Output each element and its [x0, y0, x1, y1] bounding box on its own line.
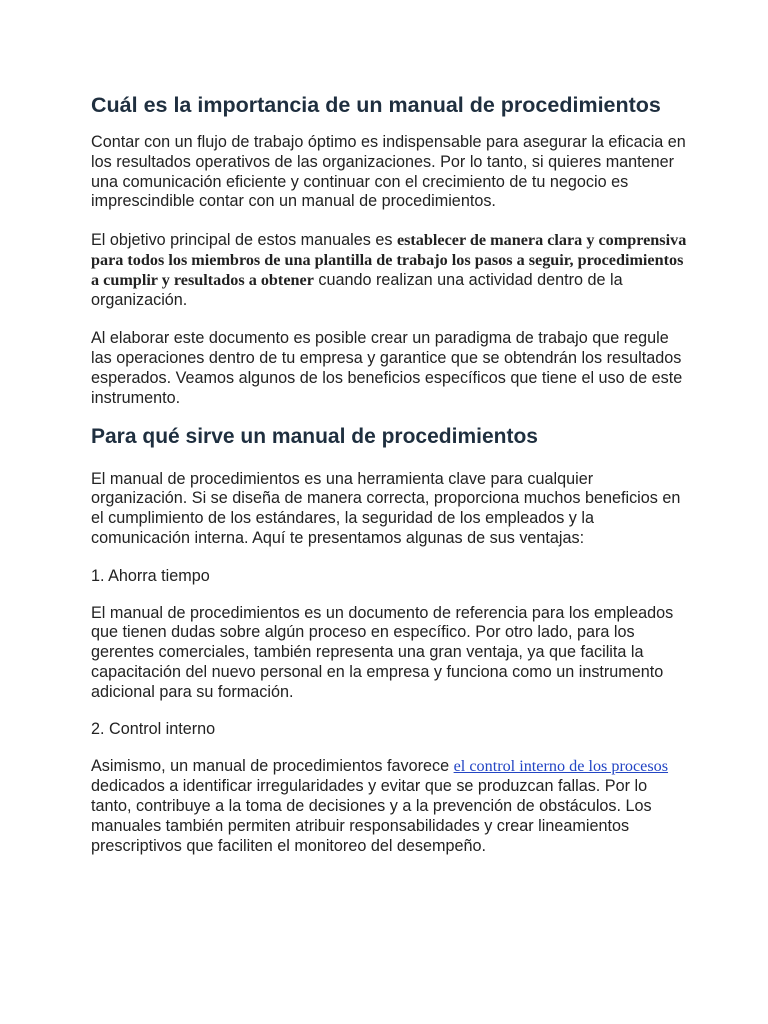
page-title: Cuál es la importancia de un manual de procedimientos [91, 93, 661, 117]
section-intro-paragraph: El manual de procedimientos es una herramienta clave para cualquier organización. Si se diseña de manera correcta, proporciona muchos beneficios en el cumplimiento de los estándares, la seguridad de los empleados y la comunicación interna. Aquí te presentamos algunas de sus ventajas: [91, 469, 681, 547]
benefit-1-title: 1. Ahorra tiempo [91, 566, 210, 585]
benefit-2-suffix: dedicados a identificar irregularidades y evitar que se produzcan fallas. Por lo tanto, contribuye a la toma de decisiones y a la prevención de obstáculos. Los manuales también permiten atribuir responsabilidades y crear lineamientos prescriptivos que faciliten el monitoreo del desempeño. [91, 777, 652, 855]
paradigm-paragraph: Al elaborar este documento es posible crear un paradigma de trabajo que regule las operaciones dentro de tu empresa y garantice que se obtendrán los resultados esperados. Veamos algunos de los beneficios específicos que tiene el uso de este instrumento. [91, 329, 683, 407]
objective-prefix: El objetivo principal de estos manuales es [91, 231, 397, 250]
objective-bold-text: establecer de manera clara y comprensiva para todos los miembros de una plantilla de trabajo los pasos a seguir, procedimientos a cumplir y resultados a obtener [91, 231, 687, 289]
objective-suffix: cuando realizan una actividad dentro de la organización. [91, 270, 623, 309]
objective-paragraph [91, 231, 691, 310]
benefit-2-paragraph [91, 757, 691, 856]
control-interno-link[interactable]: el control interno de los procesos [453, 757, 669, 776]
document-page [91, 92, 691, 856]
section-heading: Para qué sirve un manual de procedimientos [91, 424, 538, 448]
benefit-2-prefix: Asimismo, un manual de procedimientos favorece [91, 757, 454, 776]
intro-paragraph: Contar con un flujo de trabajo óptimo es indispensable para asegurar la eficacia en los resultados operativos de las organizaciones. Por lo tanto, si quieres mantener una comunicación eficiente y continuar con el crecimiento de tu negocio es imprescindible contar con un manual de procedimientos. [91, 133, 686, 211]
benefit-2-title: 2. Control interno [91, 719, 216, 738]
benefit-1-paragraph: El manual de procedimientos es un documento de referencia para los empleados que tienen dudas sobre algún proceso en específico. Por otro lado, para los gerentes comerciales, también representa una gran ventaja, ya que facilita la capacitación del nuevo personal en la empresa y funciona como un instrumento adicional para su formación. [91, 603, 674, 701]
